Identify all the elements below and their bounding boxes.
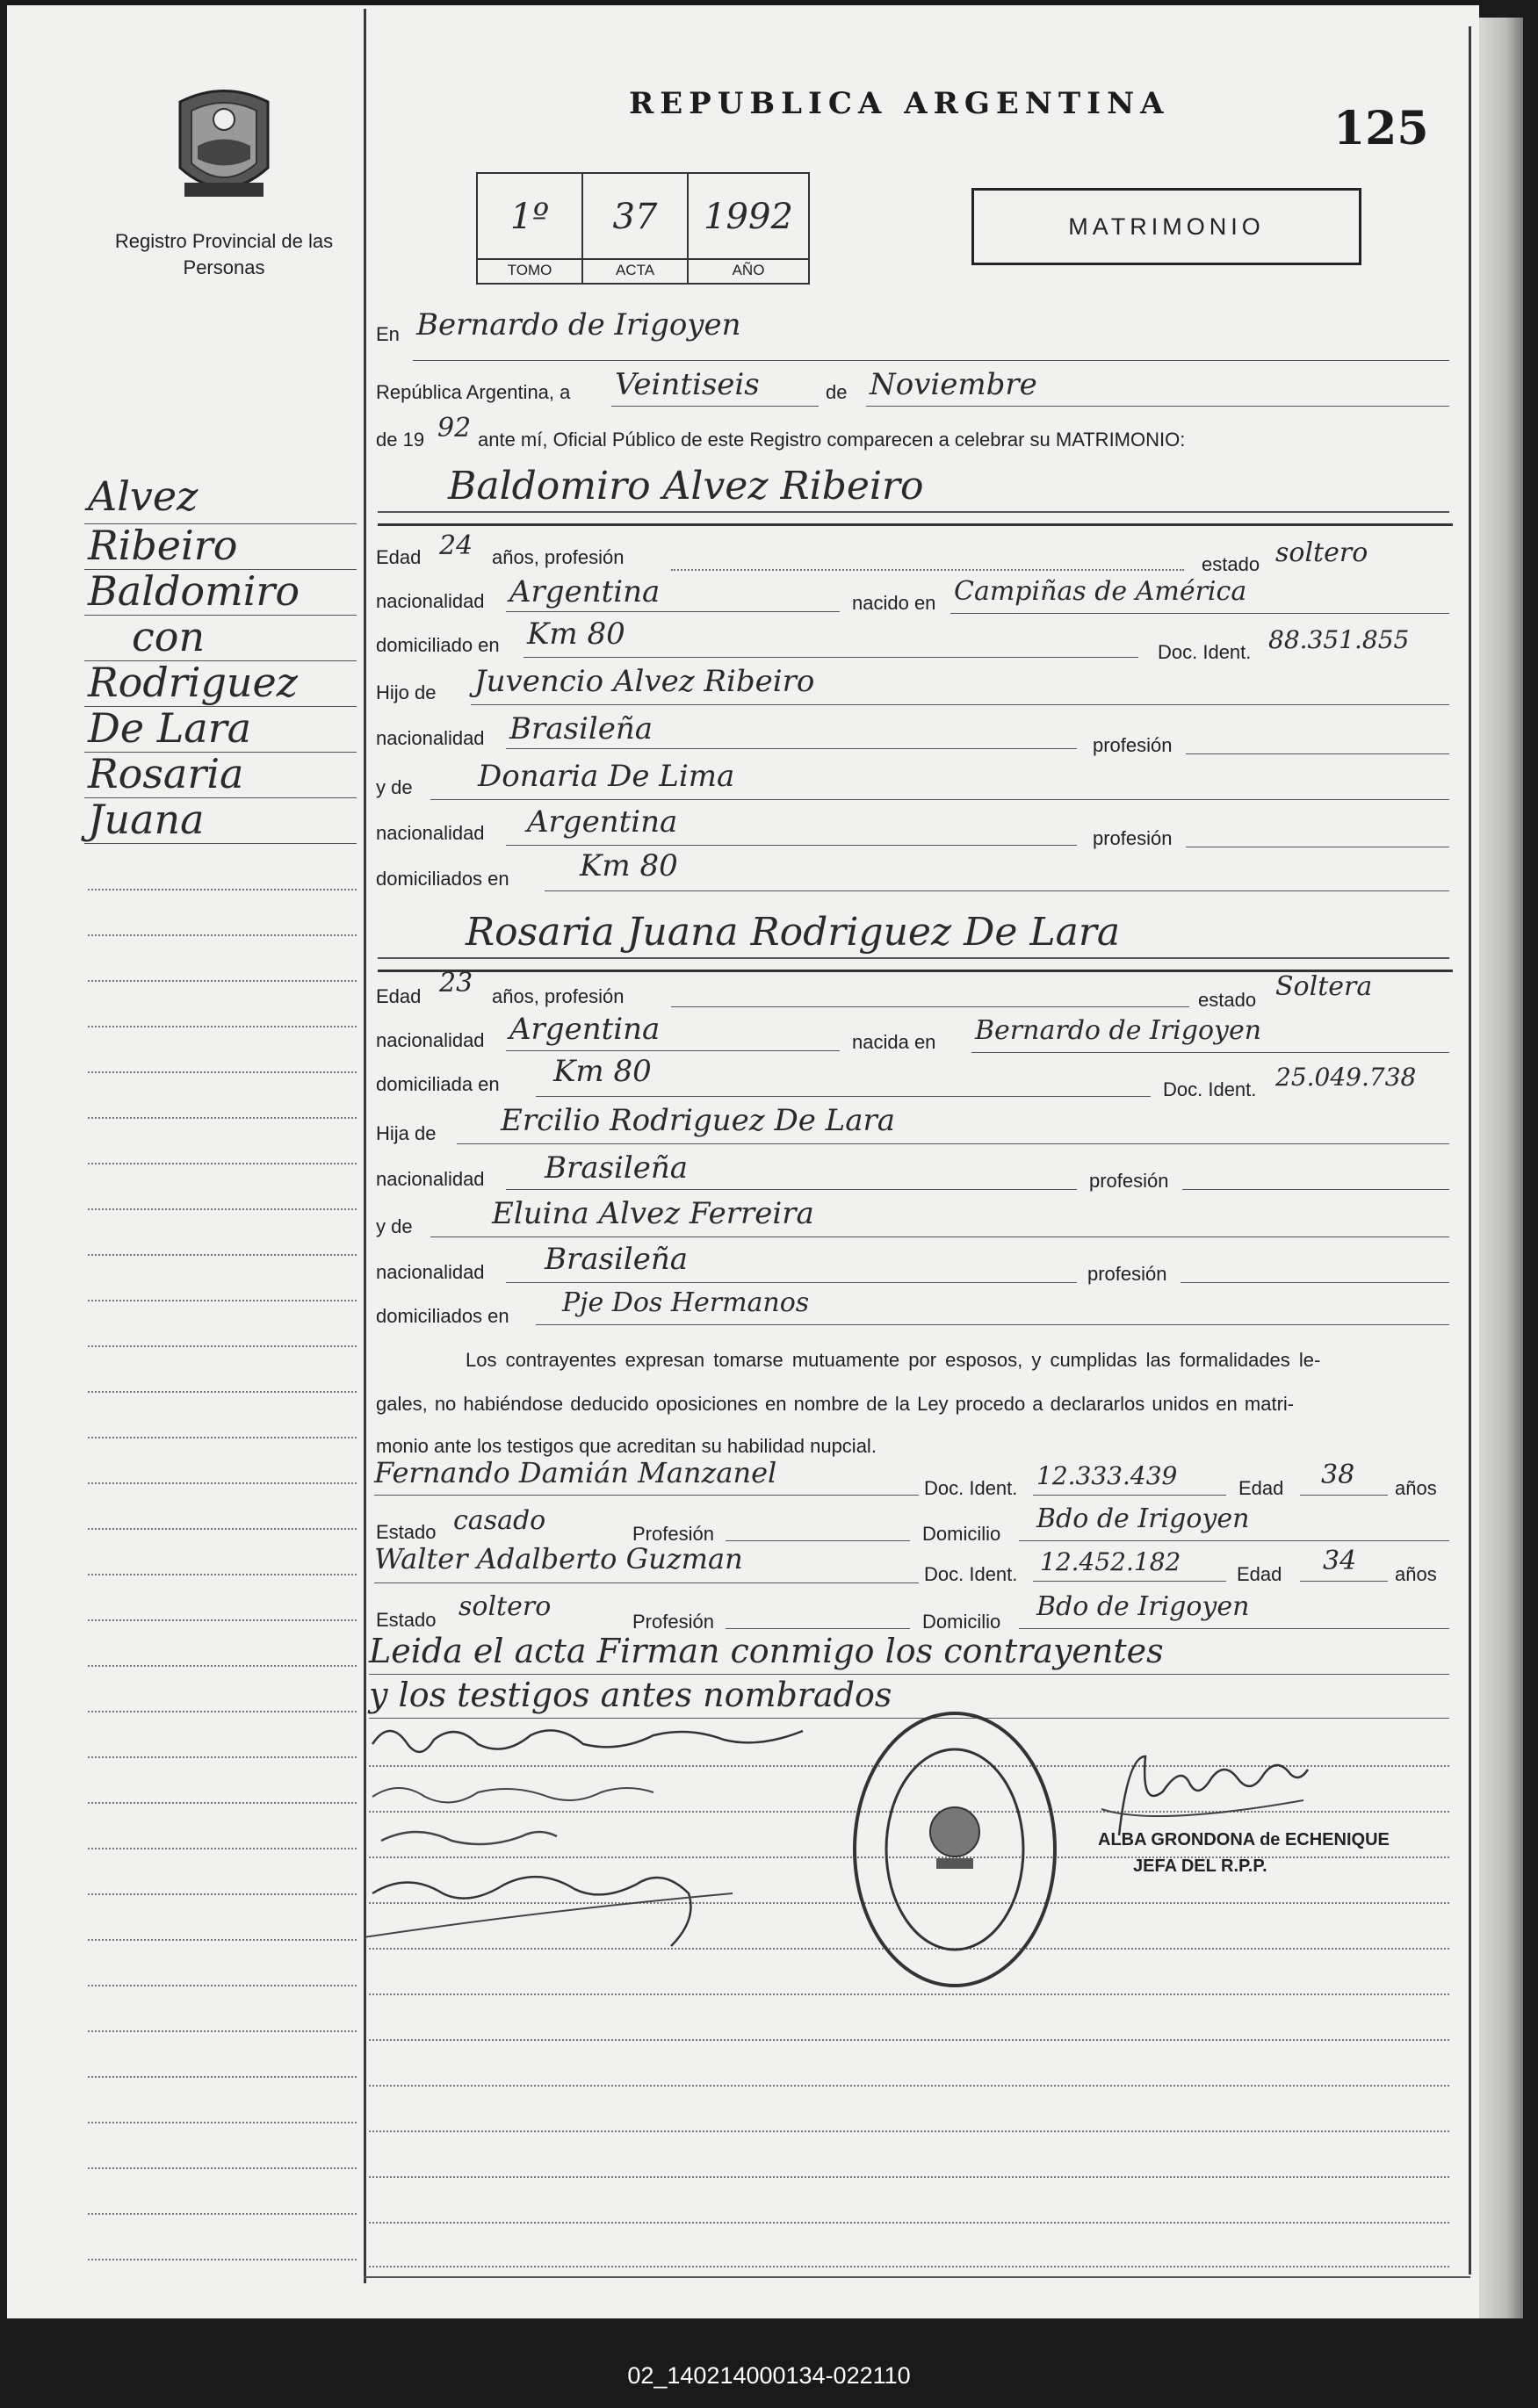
margin-dotted-line bbox=[88, 1345, 357, 1347]
groom-nacido-en: Campiñas de América bbox=[954, 576, 1247, 607]
groom-father: Juvencio Alvez Ribeiro bbox=[474, 664, 815, 699]
groom-nac-label: nacionalidad bbox=[376, 590, 485, 612]
witness2-estado: soltero bbox=[459, 1591, 552, 1622]
groom-estado: soltero bbox=[1275, 537, 1368, 568]
groom-doc: 88.351.855 bbox=[1268, 625, 1410, 654]
witness1-name: Fernando Damián Manzanel bbox=[374, 1456, 777, 1489]
republica-label: República Argentina, a bbox=[376, 381, 571, 403]
margin-dotted-line bbox=[88, 934, 357, 936]
groom-mother: Donaria De Lima bbox=[478, 759, 735, 794]
groom-father-nac-label: nacionalidad bbox=[376, 727, 485, 749]
margin-note: con bbox=[132, 613, 206, 660]
reference-box bbox=[476, 172, 810, 285]
bride-estado: Soltera bbox=[1275, 971, 1373, 1002]
bride-mother: Eluina Alvez Ferreira bbox=[492, 1196, 814, 1231]
margin-dotted-line bbox=[88, 2213, 357, 2215]
closing-line-2: y los testigos antes nombrados bbox=[369, 1676, 892, 1714]
tomo-value: 1º bbox=[509, 197, 550, 237]
groom-name: Baldomiro Alvez Ribeiro bbox=[448, 464, 924, 508]
margin-dotted-line bbox=[88, 1163, 357, 1164]
margin-note: Rodriguez bbox=[88, 659, 299, 706]
margin-dotted-line bbox=[88, 2076, 357, 2078]
bride-domicilio: Km 80 bbox=[553, 1054, 652, 1089]
witness2-estado-label: Estado bbox=[376, 1609, 437, 1631]
margin-dotted-line bbox=[88, 980, 357, 982]
book-page-edge bbox=[1479, 18, 1523, 2318]
witness2-edad: 34 bbox=[1323, 1546, 1357, 1576]
margin-dotted-line bbox=[88, 1665, 357, 1667]
acta-cell bbox=[583, 174, 689, 283]
witness2-name: Walter Adalberto Guzman bbox=[374, 1542, 743, 1575]
witness1-edad-label: Edad bbox=[1238, 1477, 1284, 1499]
witness2-dom-label: Domicilio bbox=[922, 1611, 1001, 1633]
witness1-dom-label: Domicilio bbox=[922, 1523, 1001, 1545]
bride-father-prof-label: profesión bbox=[1089, 1170, 1169, 1192]
margin-dotted-line bbox=[88, 1254, 357, 1256]
witness2-anios-label: años bbox=[1395, 1563, 1437, 1585]
acta-value: 37 bbox=[612, 197, 658, 237]
right-border-line bbox=[1469, 26, 1471, 2275]
margin-dotted-line bbox=[88, 2259, 357, 2260]
bride-father: Ercilio Rodriguez De Lara bbox=[501, 1103, 896, 1138]
acta-label: ACTA bbox=[583, 258, 687, 279]
groom-yde-label: y de bbox=[376, 776, 413, 798]
margin-dotted-line bbox=[88, 1802, 357, 1804]
closing-line-1: Leida el acta Firman conmigo los contrayentes bbox=[369, 1632, 1164, 1670]
groom-nacionalidad: Argentina bbox=[509, 574, 661, 609]
bride-father-nac: Brasileña bbox=[545, 1150, 688, 1186]
margin-note: Juana bbox=[88, 796, 205, 843]
day-value: Veintiseis bbox=[615, 367, 760, 402]
groom-dom-label: domiciliado en bbox=[376, 634, 500, 656]
margin-note: Baldomiro bbox=[88, 567, 300, 615]
witness2-doc: 12.452.182 bbox=[1040, 1547, 1181, 1576]
groom-father-prof-label: profesión bbox=[1093, 734, 1173, 756]
margin-dotted-line bbox=[88, 1026, 357, 1027]
groom-parents-dom-label: domiciliados en bbox=[376, 868, 509, 890]
bride-parents-dom-label: domiciliados en bbox=[376, 1305, 509, 1327]
act-type-box: MATRIMONIO bbox=[971, 188, 1361, 265]
declaration-line-1: Los contrayentes expresan tomarse mutuamente por esposos, y cumplidas las formalidades le- bbox=[466, 1349, 1321, 1371]
year-suffix: 92 bbox=[437, 413, 472, 443]
margin-dotted-line bbox=[88, 2167, 357, 2169]
margin-dotted-line bbox=[88, 1711, 357, 1712]
record-sheet bbox=[7, 5, 1479, 2318]
margin-dotted-line bbox=[88, 1482, 357, 1484]
witness1-estado: casado bbox=[453, 1505, 546, 1536]
bride-doc-label: Doc. Ident. bbox=[1163, 1078, 1257, 1100]
margin-dotted-line bbox=[88, 1893, 357, 1895]
declaration-line-2: gales, no habiéndose deducido oposiciones en nombre de la Ley procedo a declararlos unidos en matri- bbox=[376, 1393, 1295, 1415]
groom-mother-nac: Argentina bbox=[527, 804, 678, 840]
margin-dotted-line bbox=[88, 1391, 357, 1393]
groom-nacido-label: nacido en bbox=[852, 592, 936, 614]
margin-note: Ribeiro bbox=[88, 522, 238, 569]
image-code: 02_140214000134-022110 bbox=[627, 2362, 911, 2389]
groom-parents-dom: Km 80 bbox=[580, 848, 678, 883]
margin-dotted-line bbox=[88, 889, 357, 890]
witness1-anios-label: años bbox=[1395, 1477, 1437, 1499]
margin-dotted-line bbox=[88, 1848, 357, 1849]
declaration-line-3: monio ante los testigos que acreditan su habilidad nupcial. bbox=[376, 1435, 877, 1457]
witness2-doc-label: Doc. Ident. bbox=[924, 1563, 1018, 1585]
anio-cell bbox=[689, 174, 808, 283]
bride-parents-dom: Pje Dos Hermanos bbox=[562, 1287, 810, 1318]
margin-dotted-line bbox=[88, 1756, 357, 1758]
witness1-doc-label: Doc. Ident. bbox=[924, 1477, 1018, 1499]
ante-text: ante mí, Oficial Público de este Registro comparecen a celebrar su MATRIMONIO: bbox=[478, 429, 1186, 451]
groom-hijo-label: Hijo de bbox=[376, 681, 437, 703]
bride-edad-label: Edad bbox=[376, 985, 422, 1007]
en-label: En bbox=[376, 323, 400, 345]
margin-dotted-line bbox=[88, 2122, 357, 2123]
margin-note: De Lara bbox=[88, 704, 252, 752]
margin-dotted-line bbox=[88, 1619, 357, 1621]
witness2-domicilio: Bdo de Irigoyen bbox=[1036, 1591, 1250, 1622]
margin-dotted-line bbox=[88, 1208, 357, 1210]
bride-nacionalidad: Argentina bbox=[509, 1012, 661, 1047]
bride-nacida-en: Bernardo de Irigoyen bbox=[975, 1015, 1262, 1046]
groom-domicilio: Km 80 bbox=[527, 616, 625, 652]
bride-edad: 23 bbox=[439, 968, 473, 999]
witness2-prof-label: Profesión bbox=[632, 1611, 714, 1633]
page-number: 125 bbox=[1333, 102, 1429, 155]
margin-note: Alvez bbox=[88, 472, 199, 520]
provincial-seal-icon bbox=[167, 84, 281, 207]
month-value: Noviembre bbox=[870, 367, 1037, 402]
bride-mother-nac: Brasileña bbox=[545, 1242, 688, 1277]
witness1-edad: 38 bbox=[1321, 1460, 1355, 1490]
bride-dom-label: domiciliada en bbox=[376, 1073, 500, 1095]
de-label: de bbox=[826, 381, 848, 403]
margin-dotted-line bbox=[88, 1300, 357, 1301]
officer-title: JEFA DEL R.P.P. bbox=[1133, 1856, 1267, 1876]
tomo-label: TOMO bbox=[478, 258, 581, 279]
bride-name: Rosaria Juana Rodriguez De Lara bbox=[466, 910, 1121, 955]
registry-name: Registro Provincial de las Personas bbox=[114, 230, 334, 278]
groom-mother-prof-label: profesión bbox=[1093, 827, 1173, 849]
de19-label: de 19 bbox=[376, 429, 425, 451]
officer-name: ALBA GRONDONA de ECHENIQUE bbox=[1098, 1830, 1390, 1849]
bride-doc: 25.049.738 bbox=[1275, 1063, 1417, 1092]
groom-edad-label: Edad bbox=[376, 546, 422, 568]
bride-mother-prof-label: profesión bbox=[1087, 1263, 1167, 1285]
witness1-doc: 12.333.439 bbox=[1036, 1461, 1178, 1490]
anio-label: AÑO bbox=[689, 258, 808, 279]
margin-dotted-line bbox=[88, 1528, 357, 1530]
witness1-estado-label: Estado bbox=[376, 1521, 437, 1543]
bottom-border-line bbox=[364, 2276, 1470, 2278]
tomo-cell bbox=[478, 174, 583, 283]
bride-hija-label: Hija de bbox=[376, 1122, 437, 1144]
margin-dotted-line bbox=[88, 1117, 357, 1119]
margin-dotted-line bbox=[88, 1437, 357, 1438]
bride-nacida-label: nacida en bbox=[852, 1031, 936, 1053]
place-value: Bernardo de Irigoyen bbox=[416, 307, 741, 342]
anio-value: 1992 bbox=[704, 197, 793, 237]
party-signatures bbox=[364, 1709, 891, 1955]
bride-yde-label: y de bbox=[376, 1215, 413, 1237]
witness1-prof-label: Profesión bbox=[632, 1523, 714, 1545]
bride-mother-nac-label: nacionalidad bbox=[376, 1261, 485, 1283]
groom-estado-label: estado bbox=[1202, 553, 1260, 575]
bride-prof-label: años, profesión bbox=[492, 985, 625, 1007]
margin-dotted-line bbox=[88, 1574, 357, 1575]
margin-note: Rosaria bbox=[88, 750, 244, 797]
margin-dotted-line bbox=[88, 1985, 357, 1986]
groom-edad: 24 bbox=[439, 530, 473, 561]
registry-stamp-icon bbox=[850, 1709, 1059, 1990]
officer-signature bbox=[1093, 1739, 1321, 1844]
witness1-domicilio: Bdo de Irigoyen bbox=[1036, 1503, 1250, 1534]
groom-prof-label: años, profesión bbox=[492, 546, 625, 568]
groom-father-nac: Brasileña bbox=[509, 711, 653, 746]
bride-estado-label: estado bbox=[1198, 989, 1257, 1011]
witness2-edad-label: Edad bbox=[1237, 1563, 1282, 1585]
margin-dotted-line bbox=[88, 1071, 357, 1073]
bride-nac-label: nacionalidad bbox=[376, 1029, 485, 1051]
bride-father-nac-label: nacionalidad bbox=[376, 1168, 485, 1190]
groom-doc-label: Doc. Ident. bbox=[1158, 641, 1252, 663]
margin-dotted-line bbox=[88, 2030, 357, 2032]
country-heading: REPUBLICA ARGENTINA bbox=[629, 86, 1170, 121]
groom-mother-nac-label: nacionalidad bbox=[376, 822, 485, 844]
margin-dotted-line bbox=[88, 1939, 357, 1941]
